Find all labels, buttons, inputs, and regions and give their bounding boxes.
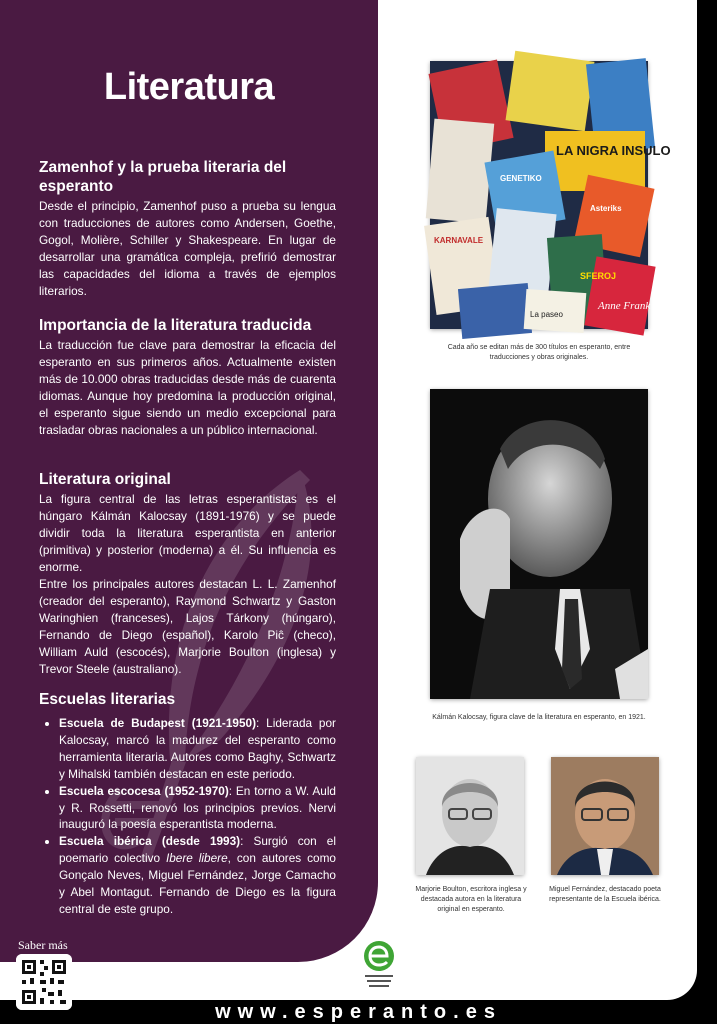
section-text: La figura central de las letras esperantistas es el húngaro Kálmán Kalocsay (1891-1976) y se puede dividir toda la literatura esperantista en anterior (primitiva) y posterior (moderna) a él. Su influencia es enorme. bbox=[39, 492, 336, 574]
fernandez-photo bbox=[551, 757, 659, 875]
section-text: La traducción fue clave para demostrar la eficacia del esperanto en sus primeros años. Actualmente existen más de 10.000 obras traducidas desde más de cuarenta idiomas. Aunque hoy predomina la producción original, el esperanto sigue siendo un medio excepcional para trasladar obras nacionales a un público internacional. bbox=[39, 338, 336, 437]
fernandez-caption: Miguel Fernández, destacado poeta representante de la Escuela ibérica. bbox=[549, 886, 661, 903]
schools-list bbox=[39, 715, 336, 918]
book-title: La paseo bbox=[530, 310, 563, 319]
section-heading: Escuelas literarias bbox=[39, 691, 176, 708]
section-traducida bbox=[39, 316, 336, 439]
federacion-logo-icon bbox=[361, 940, 397, 992]
list-item bbox=[59, 715, 336, 783]
boulton-caption: Marjorie Boulton, escritora inglesa y destacada autora en la literatura original en esperanto. bbox=[415, 886, 527, 913]
section-heading: Importancia de la literatura traducida bbox=[39, 317, 312, 334]
section-zamenhof bbox=[39, 158, 336, 300]
list-item bbox=[59, 833, 336, 918]
book-title: GENETIKO bbox=[500, 174, 542, 183]
school-name: Escuela de Budapest (1921-1950) bbox=[59, 716, 256, 730]
fernandez-portrait bbox=[551, 757, 659, 875]
kalocsay-caption: Kálmán Kalocsay, figura clave de la literatura en esperanto, en 1921. bbox=[432, 714, 646, 721]
list-item bbox=[59, 783, 336, 834]
book-title: Ibere libere bbox=[165, 851, 228, 866]
section-heading: Literatura original bbox=[39, 471, 171, 488]
school-text: : Surgió con el poemario colectivo bbox=[59, 834, 336, 866]
section-escuelas bbox=[39, 690, 336, 918]
boulton-photo bbox=[416, 757, 524, 875]
school-text: : En torno a W. Auld y R. Rossetti, renovó los principios previos. Nervi inauguró la poesía esperantista moderna. bbox=[59, 783, 336, 832]
books-collage bbox=[430, 61, 671, 329]
school-name: Escuela ibérica (desde 1993) bbox=[59, 834, 241, 849]
book-title: LA NIGRA INSULO bbox=[556, 143, 671, 158]
kalocsay-portrait bbox=[430, 389, 648, 699]
section-text: Desde el principio, Zamenhof puso a prueba su lengua con traducciones de autores como Andersen, Goethe, Gogol, Molière, Schiller y Shakespeare. En lugar de desarrollar una gramática compleja, prefirió demostrar las capacidades del idioma a través de ejemplos literarios. bbox=[39, 199, 336, 298]
books-caption: Cada año se editan más de 300 títulos en esperanto, entre traducciones y obras originales. bbox=[447, 344, 631, 361]
section-text: Entre los principales autores destacan L. L. Zamenhof (creador del esperanto), Raymond Schwartz y Gaston Waringhien (franceses), Lajos Tárkony (húngaro), Fernando de Diego (español), Karolo Piĉ (checo), William Auld (escocés), Marjorie Boulton (inglesa) y Trevor Steele (australiano). bbox=[39, 577, 336, 676]
school-text: : Liderada por Kalocsay, marcó la madurez del esperanto como herramienta literaria. Autores como Baghy, Schwartz y Mihalski también destacan en este periodo. bbox=[59, 716, 336, 781]
school-text: , con autores como Gonçalo Neves, Miguel Fernández, Jorge Camacho y Abel Montagut. Fernando de Diego es la figura central de este grupo. bbox=[59, 851, 336, 916]
school-name: Escuela escocesa (1952-1970) bbox=[59, 783, 229, 798]
book-title: Anne Frank bbox=[598, 300, 651, 312]
book-title: Asteriks bbox=[590, 204, 622, 213]
book-title: KARNAVALE bbox=[434, 236, 484, 245]
website-link[interactable]: www.esperanto.es bbox=[215, 1001, 502, 1023]
books-photo bbox=[430, 61, 671, 329]
saber-mas-label: Saber más bbox=[18, 938, 68, 952]
page-title: Literatura bbox=[103, 66, 275, 108]
text-panel bbox=[0, 0, 378, 962]
book-title: SFEROJ bbox=[580, 271, 617, 281]
section-original bbox=[39, 470, 336, 678]
kalocsay-photo bbox=[430, 389, 648, 699]
boulton-portrait bbox=[416, 757, 524, 875]
section-heading: Zamenhof y la prueba literaria del esperanto bbox=[39, 159, 287, 195]
